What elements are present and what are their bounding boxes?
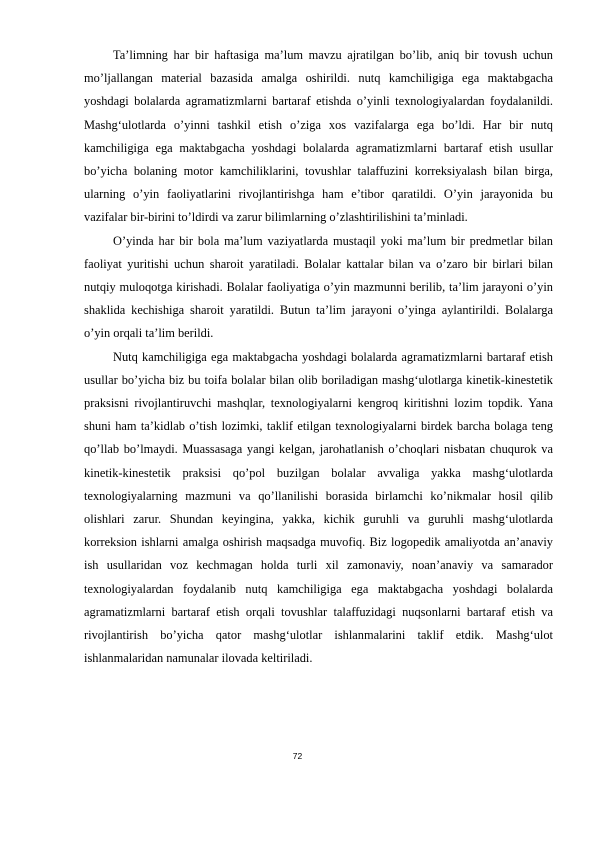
paragraph-1: Ta’limning har bir haftasiga ma’lum mavzu ajratilgan bo’lib, aniq bir tovush uchun mo’ljallangan material bazasida amalga oshirildi. nutq kamchiligiga ega maktabgacha yoshdagi bolalarda agramatizmlarni bartaraf etishda o’yinli texnologiyalardan foydalanildi. Mashg‘ulotlarda o’yinni tashkil etish o’ziga xos vazifalarga ega bo’ldi. Har bir nutq kamchiligiga ega maktabgacha yoshdagi bolalarda agramatizmlarni bartaraf etish usullar bo’yicha bolaning motor kamchiliklarini, tovushlar talaffuzini korreksiyalash bilan birga, ularning o’yin faoliyatlarini rivojlantirishga ham e’tibor qaratildi. O’yin jarayonida bu vazifalar bir-birini to’ldirdi va zarur bilimlarning o’zlashtirilishini ta’minladi.: [84, 48, 553, 225]
paragraph-2: O’yinda har bir bola ma’lum vaziyatlarda mustaqil yoki ma’lum bir predmetlar bilan faoliyat yuritishi uchun sharoit yaratiladi. Bolalar kattalar bilan va o’zaro bir birlari bilan nutqiy muloqotga kirishadi. Bolalar faoliyatiga o’yin mazmunni berilib, ta’lim jarayoni o’yin shaklida kechishiga sharoit yaratildi. Butun ta’lim jarayoni o’yinga aylantirildi. Bolalarga o’yin orqali ta’lim berildi.: [84, 233, 553, 341]
paragraph-3: Nutq kamchiligiga ega maktabgacha yoshdagi bolalarda agramatizmlarni bartaraf etish usullar bo’yicha biz bu toifa bolalar bilan olib boriladigan mashg‘ulotlarga kinetik-kinestetik praksisni rivojlantiruvchi mashqlar, texnologiyalarni kengroq kiritishni lozim topdik. Yana shuni ham ta’kidlab o’tish lozimki, taklif etilgan texnologiyalarni birdek barcha bolaga teng qo’llab bo’lmaydi. Muassasaga yangi kelgan, jarohatlanish o’choqlari nisbatan chuqurok va kinetik-kinestetik praksisi qo’pol buzilgan bolalar avvaliga yakka mashg‘ulotlarda texnologiyalarning mazmuni va qo’llanilishi borasida birlamchi ko’nikmalar hosil qilib olishlari zarur. Shundan keyingina, yakka, kichik guruhli va guruhli mashg‘ulotlarda korreksion ishlarni amalga oshirish maqsadga muvofiq. Biz logopedik amaliyotda an’anaviy ish usullaridan voz kechmagan holda turli xil zamonaviy, noan’anaviy va samarador texnologiyalardan foydalanib nutq kamchiligiga ega maktabgacha yoshdagi bolalarda agramatizmlarni bartaraf etish orqali tovushlar talaffuzidagi nuqsonlarni bartaraf etish va rivojlantirish bo’yicha qator mashg‘ulotlar ishlanmalarini taklif etdik. Mashg‘ulot ishlanmalaridan namunalar ilovada keltiriladi.: [84, 349, 553, 666]
body-text: [84, 44, 553, 670]
page-number: 72: [292, 751, 303, 761]
